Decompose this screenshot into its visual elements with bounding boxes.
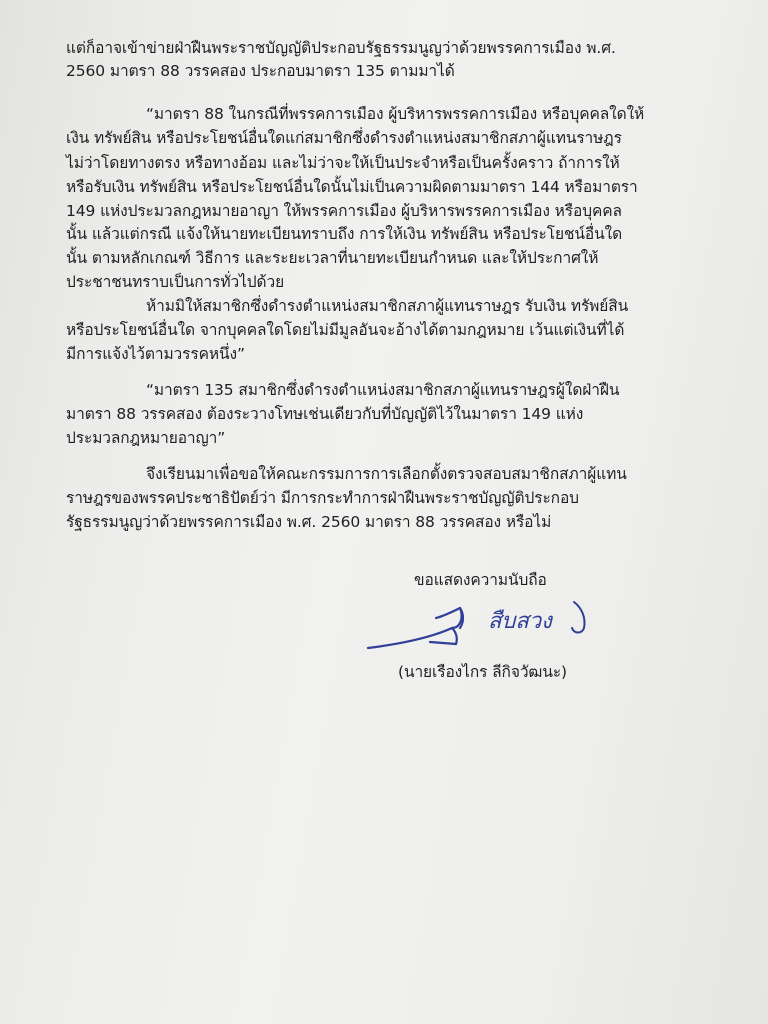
request-line: รัฐธรรมนูญว่าด้วยพรรคการเมือง พ.ศ. 2560 มาตรา 88 วรรคสอง หรือไม่ [66,513,552,531]
request-line: ราษฎรของพรรคประชาธิปัตย์ว่า มีการกระทำการฝ่าฝืนพระราชบัญญัติประกอบ [66,489,579,507]
quote-88-line: ไม่ว่าโดยทางตรง หรือทางอ้อม และไม่ว่าจะให้เป็นประจำหรือเป็นครั้งคราว ถ้าการให้ [66,154,620,172]
closing-salutation: ขอแสดงความนับถือ [414,571,547,589]
quote-88-line: เงิน ทรัพย์สิน หรือประโยชน์อื่นใดแก่สมาชิกซึ่งดำรงตำแหน่งสมาชิกสภาผู้แทนราษฎร [66,129,622,147]
quote-135-line: “มาตรา 135 สมาชิกซึ่งดำรงตำแหน่งสมาชิกสภาผู้แทนราษฎรผู้ใดฝ่าฝืน [146,381,620,399]
signer-name: (นายเรืองไกร ลีกิจวัฒนะ) [398,663,567,681]
quote-88-line: “มาตรา 88 ในกรณีที่พรรคการเมือง ผู้บริหารพรรคการเมือง หรือบุคคลใดให้ [146,105,645,123]
quote-135-line: ประมวลกฎหมายอาญา” [66,429,226,447]
quote-88-para2-line: มีการแจ้งไว้ตามวรรคหนึ่ง” [66,345,245,363]
quote-88-para2-line: หรือประโยชน์อื่นใด จากบุคคลใดโดยไม่มีมูลอันจะอ้างได้ตามกฎหมาย เว้นแต่เงินที่ได้ [66,321,625,339]
quote-88-para2-line: ห้ามมิให้สมาชิกซึ่งดำรงตำแหน่งสมาชิกสภาผู้แทนราษฎร รับเงิน ทรัพย์สิน [146,297,629,315]
quote-88-line: ประชาชนทราบเป็นการทั่วไปด้วย [66,273,285,291]
quote-88-line: หรือรับเงิน ทรัพย์สิน หรือประโยชน์อื่นใดนั้นไม่เป็นความผิดตามมาตรา 144 หรือมาตรา [66,178,638,196]
handwritten-signature [360,598,610,660]
quote-88-line: นั้น แล้วแต่กรณี แจ้งให้นายทะเบียนทราบถึง การให้เงิน ทรัพย์สิน หรือประโยชน์อื่นใด [66,225,623,243]
request-line: จึงเรียนมาเพื่อขอให้คณะกรรมการการเลือกตั้งตรวจสอบสมาชิกสภาผู้แทน [146,465,627,483]
quote-88-line: นั้น ตามหลักเกณฑ์ วิธีการ และระยะเวลาที่นายทะเบียนกำหนด และให้ประกาศให้ [66,249,599,267]
quote-88-line: 149 แห่งประมวลกฎหมายอาญา ให้พรรคการเมือง ผู้บริหารพรรคการเมือง หรือบุคคล [66,202,622,220]
svg-text:สืบสวง: สืบสวง [488,609,552,634]
intro-line: แต่ก็อาจเข้าข่ายฝ่าฝืนพระราชบัญญัติประกอบรัฐธรรมนูญว่าด้วยพรรคการเมือง พ.ศ. [66,39,616,57]
quote-135-line: มาตรา 88 วรรคสอง ต้องระวางโทษเช่นเดียวกับที่บัญญัติไว้ในมาตรา 149 แห่ง [66,405,584,423]
intro-line: 2560 มาตรา 88 วรรคสอง ประกอบมาตรา 135 ตามมาได้ [66,62,455,80]
